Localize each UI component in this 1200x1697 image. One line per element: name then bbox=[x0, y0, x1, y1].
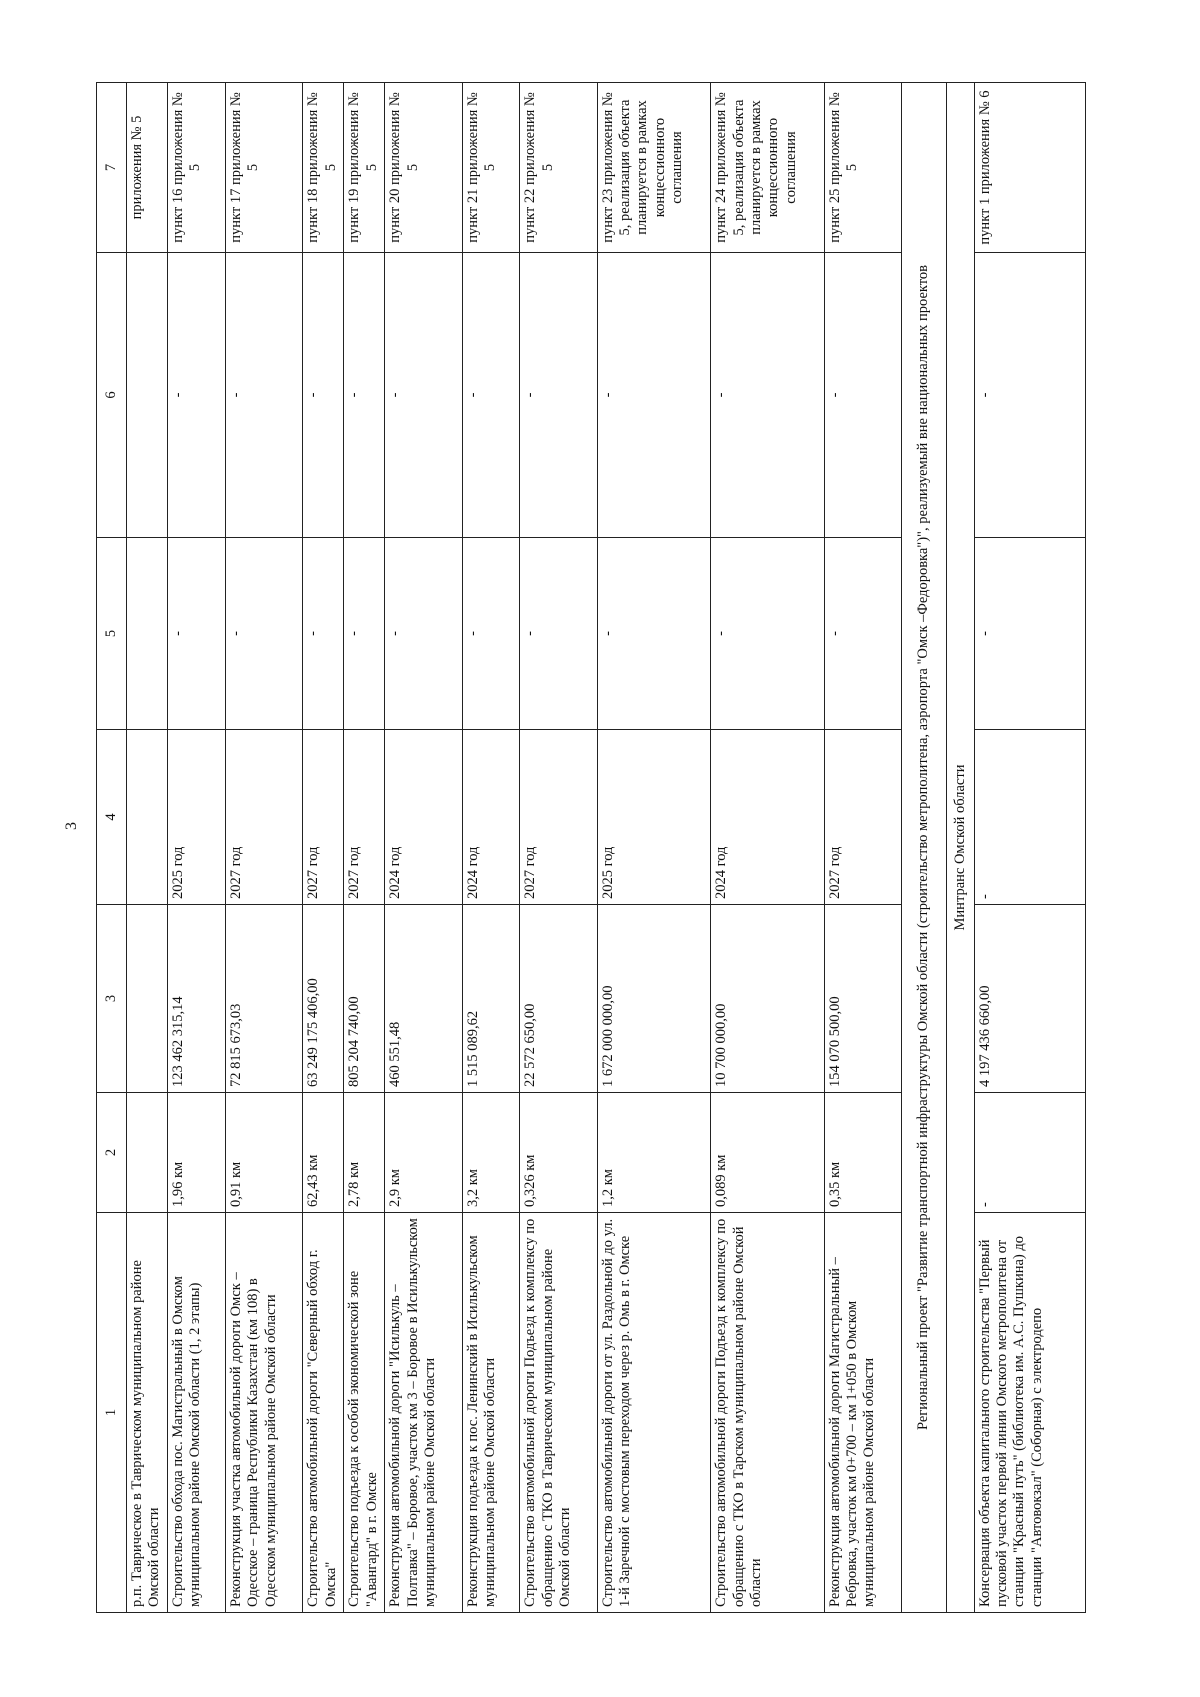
reference-cell: пункт 20 приложения № 5 bbox=[385, 83, 462, 253]
table-row bbox=[225, 83, 302, 1613]
col6-cell: - bbox=[974, 253, 1085, 538]
cost-cell: 72 815 673,03 bbox=[225, 905, 302, 1093]
col6-cell: - bbox=[520, 253, 597, 538]
col5-cell: - bbox=[824, 538, 901, 730]
cost-cell: 1 672 000 000,00 bbox=[597, 905, 710, 1093]
col6-cell: - bbox=[344, 253, 385, 538]
cost-cell: 123 462 315,14 bbox=[168, 905, 226, 1093]
year-cell: 2025 год bbox=[597, 730, 710, 905]
object-name-cell: Консервация объекта капитального строительства "Первый пусковой участок первой линии Омского метрополитена от станции "Красный путь" (библиотека им. А.С. Пушкина) до станции "Автовокзал" (Соборная) с электродепо bbox=[974, 1213, 1085, 1613]
table-row bbox=[597, 83, 710, 1613]
year-cell: 2025 год bbox=[168, 730, 226, 905]
object-name-cell: Строительство обхода пос. Магистральный в Омском муниципальном районе Омской области (1, 2 этапы) bbox=[168, 1213, 226, 1613]
object-name-cell: Реконструкция автомобильной дороги Магистральный – Ребровка, участок км 0+700 – км 1+050 в Омском муниципальном районе Омской области bbox=[824, 1213, 901, 1613]
year-cell: 2027 год bbox=[824, 730, 901, 905]
col5-cell: - bbox=[597, 538, 710, 730]
year-cell: - bbox=[974, 730, 1085, 905]
object-name-cell: Реконструкция подъезда к пос. Ленинский в Исилькульском муниципальном районе Омской области bbox=[462, 1213, 520, 1613]
rotated-table-wrapper bbox=[96, 83, 1086, 1613]
length-cell: 0,35 км bbox=[824, 1093, 901, 1213]
section-title-row bbox=[901, 83, 946, 1613]
table-row bbox=[462, 83, 520, 1613]
length-cell: 62,43 км bbox=[303, 1093, 344, 1213]
reference-cell: пункт 24 приложения № 5, реализация объекта планируется в рамках концессионного соглашения bbox=[711, 83, 824, 253]
col5-cell: - bbox=[303, 538, 344, 730]
year-cell bbox=[127, 730, 168, 905]
header-cell-3: 3 bbox=[97, 905, 127, 1093]
year-cell: 2024 год bbox=[711, 730, 824, 905]
cost-cell: 805 204 740,00 bbox=[344, 905, 385, 1093]
object-name-cell: Строительство автомобильной дороги "Северный обход г. Омска" bbox=[303, 1213, 344, 1613]
year-cell: 2027 год bbox=[520, 730, 597, 905]
object-name-cell: р.п. Таврическое в Таврическом муниципальном районе Омской области bbox=[127, 1213, 168, 1613]
table-row bbox=[303, 83, 344, 1613]
cost-cell: 4 197 436 660,00 bbox=[974, 905, 1085, 1093]
year-cell: 2024 год bbox=[462, 730, 520, 905]
cost-cell bbox=[127, 905, 168, 1093]
length-cell: 0,089 км bbox=[711, 1093, 824, 1213]
table-row bbox=[385, 83, 462, 1613]
col5-cell: - bbox=[344, 538, 385, 730]
length-cell: - bbox=[974, 1093, 1085, 1213]
object-name-cell: Строительство автомобильной дороги от ул. Раздольной до ул. 1-й Заречной с мостовым переходом через р. Омь в г. Омске bbox=[597, 1213, 710, 1613]
col5-cell: - bbox=[168, 538, 226, 730]
header-cell-6: 6 bbox=[97, 253, 127, 538]
reference-cell: пункт 23 приложения № 5, реализация объекта планируется в рамках концессионного соглашения bbox=[597, 83, 710, 253]
col6-cell: - bbox=[385, 253, 462, 538]
length-cell: 2,78 км bbox=[344, 1093, 385, 1213]
col5-cell: - bbox=[974, 538, 1085, 730]
col5-cell bbox=[127, 538, 168, 730]
year-cell: 2027 год bbox=[303, 730, 344, 905]
cost-cell: 22 572 650,00 bbox=[520, 905, 597, 1093]
reference-cell: пункт 16 приложения № 5 bbox=[168, 83, 226, 253]
header-cell-2: 2 bbox=[97, 1093, 127, 1213]
table-row bbox=[127, 83, 168, 1613]
year-cell: 2024 год bbox=[385, 730, 462, 905]
reference-cell: пункт 19 приложения № 5 bbox=[344, 83, 385, 253]
table-row bbox=[711, 83, 824, 1613]
year-cell: 2027 год bbox=[344, 730, 385, 905]
table-row bbox=[344, 83, 385, 1613]
header-cell-5: 5 bbox=[97, 538, 127, 730]
projects-table bbox=[96, 82, 1086, 1613]
page-number: 3 bbox=[63, 822, 80, 830]
col6-cell: - bbox=[597, 253, 710, 538]
col5-cell: - bbox=[385, 538, 462, 730]
col6-cell: - bbox=[711, 253, 824, 538]
table-row bbox=[168, 83, 226, 1613]
col5-cell: - bbox=[711, 538, 824, 730]
cost-cell: 1 515 089,62 bbox=[462, 905, 520, 1093]
cost-cell: 154 070 500,00 bbox=[824, 905, 901, 1093]
ministry-row bbox=[947, 83, 974, 1613]
col6-cell: - bbox=[824, 253, 901, 538]
reference-cell: пункт 25 приложения № 5 bbox=[824, 83, 901, 253]
reference-cell: пункт 22 приложения № 5 bbox=[520, 83, 597, 253]
length-cell: 2,9 км bbox=[385, 1093, 462, 1213]
col5-cell: - bbox=[225, 538, 302, 730]
col5-cell: - bbox=[462, 538, 520, 730]
object-name-cell: Строительство автомобильной дороги Подъезд к комплексу по обращению с ТКО в Тарском муниципальном районе Омской области bbox=[711, 1213, 824, 1613]
col6-cell: - bbox=[462, 253, 520, 538]
header-row bbox=[97, 83, 127, 1613]
object-name-cell: Строительство автомобильной дороги Подъезд к комплексу по обращению с ТКО в Таврическом муниципальном районе Омской области bbox=[520, 1213, 597, 1613]
header-cell-4: 4 bbox=[97, 730, 127, 905]
cost-cell: 460 551,48 bbox=[385, 905, 462, 1093]
table-row bbox=[520, 83, 597, 1613]
cost-cell: 63 249 175 406,00 bbox=[303, 905, 344, 1093]
table-row bbox=[974, 83, 1085, 1613]
cost-cell: 10 700 000,00 bbox=[711, 905, 824, 1093]
length-cell: 1,96 км bbox=[168, 1093, 226, 1213]
reference-cell: пункт 1 приложения № 6 bbox=[974, 83, 1085, 253]
col6-cell: - bbox=[225, 253, 302, 538]
col5-cell: - bbox=[520, 538, 597, 730]
reference-cell: приложения № 5 bbox=[127, 83, 168, 253]
length-cell: 0,326 км bbox=[520, 1093, 597, 1213]
table-row bbox=[824, 83, 901, 1613]
year-cell: 2027 год bbox=[225, 730, 302, 905]
length-cell: 1,2 км bbox=[597, 1093, 710, 1213]
header-cell-1: 1 bbox=[97, 1213, 127, 1613]
length-cell bbox=[127, 1093, 168, 1213]
col6-cell: - bbox=[168, 253, 226, 538]
section-title: Региональный проект "Развитие транспортной инфраструктуры Омской области (строительство метрополитена, аэропорта "Омск –Федоровка")", реализуемый вне национальных проектов bbox=[901, 83, 946, 1613]
object-name-cell: Реконструкция автомобильной дороги "Исилькуль – Полтавка" – Боровое, участок км 3 – Боровое в Исилькульском муниципальном районе Омской области bbox=[385, 1213, 462, 1613]
length-cell: 0,91 км bbox=[225, 1093, 302, 1213]
object-name-cell: Строительство подъезда к особой экономической зоне "Авангард" в г. Омске bbox=[344, 1213, 385, 1613]
header-cell-7: 7 bbox=[97, 83, 127, 253]
ministry-name: Минтранс Омской области bbox=[947, 83, 974, 1613]
reference-cell: пункт 17 приложения № 5 bbox=[225, 83, 302, 253]
col6-cell bbox=[127, 253, 168, 538]
length-cell: 3,2 км bbox=[462, 1093, 520, 1213]
reference-cell: пункт 21 приложения № 5 bbox=[462, 83, 520, 253]
reference-cell: пункт 18 приложения № 5 bbox=[303, 83, 344, 253]
col6-cell: - bbox=[303, 253, 344, 538]
object-name-cell: Реконструкция участка автомобильной дороги Омск – Одесское – граница Республики Казахстан (км 108) в Одесском муниципальном районе Омской области bbox=[225, 1213, 302, 1613]
